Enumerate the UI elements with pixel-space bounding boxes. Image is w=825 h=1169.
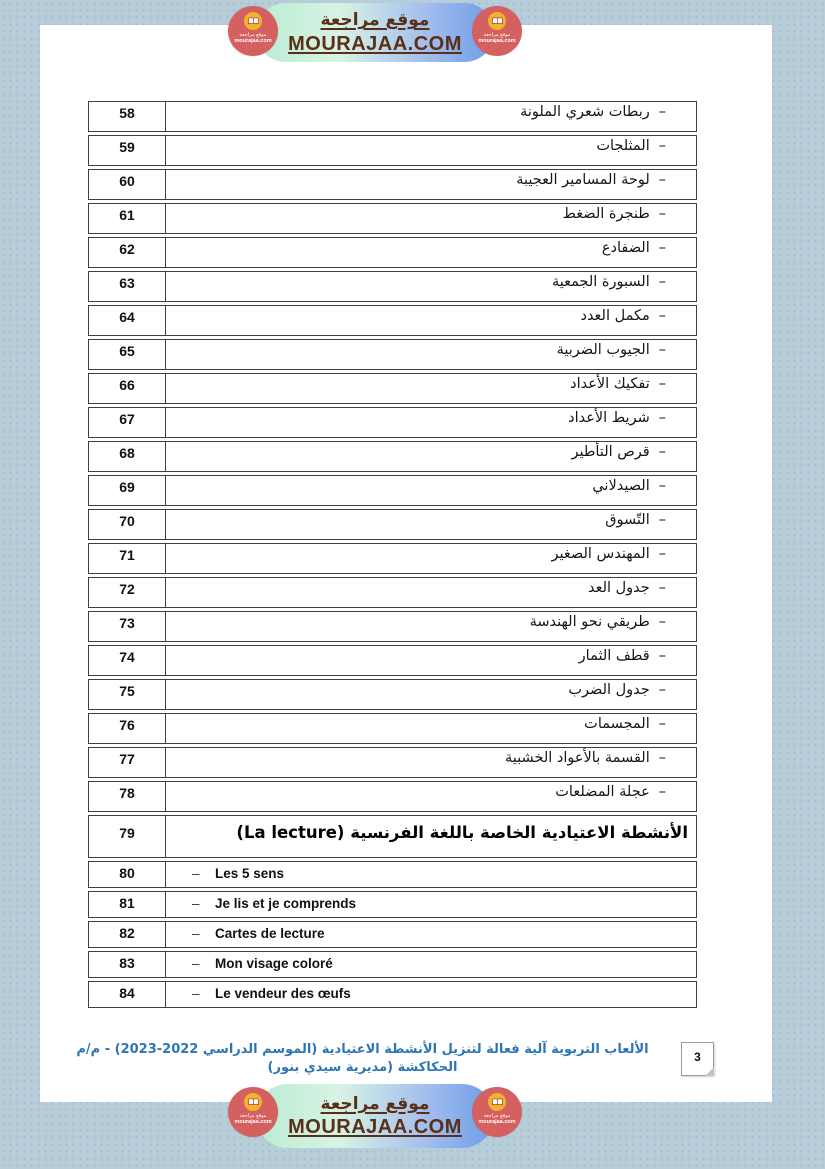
row-label: –لوحة المسامير العجيبة: [516, 172, 666, 188]
table-row: [88, 237, 697, 268]
banner-title-arabic[interactable]: موقع مراجعة: [320, 1093, 430, 1114]
dash-bullet: –: [658, 716, 666, 732]
logo-site-domain: mourajaa.com: [478, 1119, 516, 1125]
logo-site-name: موقع مراجعة: [483, 1113, 511, 1119]
activities-table: [88, 101, 697, 1011]
dash-bullet: –: [658, 308, 666, 324]
row-label: –طريقي نحو الهندسة: [529, 614, 666, 630]
banner-title-arabic[interactable]: موقع مراجعة: [320, 10, 430, 31]
row-number: 68: [89, 442, 166, 471]
row-number: 69: [89, 476, 166, 505]
row-label: –عجلة المضلعات: [555, 784, 666, 800]
dash-bullet: –: [192, 926, 200, 941]
table-row: [88, 577, 697, 608]
row-number: 71: [89, 544, 166, 573]
logo-site-name: موقع مراجعة: [483, 32, 511, 38]
row-number: 60: [89, 170, 166, 199]
site-banner-bottom: [228, 1084, 522, 1148]
row-label: –المهندس الصغير: [551, 546, 666, 562]
dash-bullet: –: [192, 956, 200, 971]
table-row: [88, 679, 697, 710]
banner-site-link[interactable]: MOURAJAA.COM: [288, 32, 462, 55]
row-number: 77: [89, 748, 166, 777]
row-label: –التّسوق: [605, 512, 666, 528]
row-label: الأنشطة الاعتيادية الخاصة باللغة الفرنسية (La lecture): [236, 823, 688, 842]
row-label: –جدول الضرب: [568, 682, 666, 698]
banner-pill: [256, 1084, 494, 1148]
dash-bullet: –: [192, 986, 200, 1001]
site-banner-top: [228, 3, 522, 62]
row-number: 79: [89, 816, 166, 857]
open-book-icon: [488, 1093, 506, 1111]
row-label: –المجسمات: [584, 716, 666, 732]
table-row: [88, 781, 697, 812]
dash-bullet: –: [658, 478, 666, 494]
banner-pill: [256, 3, 494, 62]
dash-bullet: –: [192, 866, 200, 881]
dash-bullet: –: [192, 896, 200, 911]
open-book-icon: [244, 12, 262, 30]
dash-bullet: –: [658, 648, 666, 664]
table-row: [88, 509, 697, 540]
logo-site-name: موقع مراجعة: [239, 1113, 267, 1119]
row-label: –ربطات شعري الملونة: [520, 104, 666, 120]
row-number: 80: [89, 862, 166, 887]
table-row: [88, 713, 697, 744]
row-number: 59: [89, 136, 166, 165]
dash-bullet: –: [658, 614, 666, 630]
dash-bullet: –: [658, 104, 666, 120]
table-row: [88, 543, 697, 574]
row-number: 70: [89, 510, 166, 539]
row-label: –شريط الأعداد: [568, 410, 666, 426]
mourajaa-logo: [472, 1087, 522, 1137]
row-number: 62: [89, 238, 166, 267]
table-row: [88, 169, 697, 200]
row-label: –الضفادع: [601, 240, 666, 256]
dash-bullet: –: [658, 240, 666, 256]
row-label: –مكمل العدد: [580, 308, 666, 324]
table-row: [88, 645, 697, 676]
table-row: [88, 611, 697, 642]
row-number: 82: [89, 922, 166, 947]
table-row: [88, 981, 697, 1008]
table-row: [88, 951, 697, 978]
row-label: –القسمة بالأعواد الخشبية: [505, 750, 666, 766]
row-label: –جدول العد: [587, 580, 666, 596]
dash-bullet: –: [658, 444, 666, 460]
row-number: 81: [89, 892, 166, 917]
table-row: [88, 203, 697, 234]
row-number: 76: [89, 714, 166, 743]
table-row: [88, 271, 697, 302]
open-book-icon: [244, 1093, 262, 1111]
table-row: [88, 861, 697, 888]
row-number: 78: [89, 782, 166, 811]
table-row: [88, 475, 697, 506]
table-row: [88, 373, 697, 404]
logo-site-domain: mourajaa.com: [478, 38, 516, 44]
row-label: –طنجرة الضغط: [562, 206, 666, 222]
footer-note: الألعاب التربوية آلية فعالة لتنزيل الأنشطة الاعتيادية (الموسم الدراسي 2022-2023) - م/م الحكاكشة (مديرية سيدي بنور): [76, 1042, 649, 1076]
row-label: –السبورة الجمعية: [551, 274, 666, 290]
logo-site-domain: mourajaa.com: [234, 1119, 272, 1125]
folded-corner-icon: [705, 1067, 714, 1076]
row-number: 61: [89, 204, 166, 233]
dash-bullet: –: [658, 274, 666, 290]
mourajaa-logo: [228, 6, 278, 56]
row-label: – Mon visage coloré: [192, 956, 333, 971]
row-number: 58: [89, 102, 166, 131]
dash-bullet: –: [658, 206, 666, 222]
table-row: [88, 747, 697, 778]
row-label: –تفكيك الأعداد: [570, 376, 666, 392]
row-label: –الجيوب الضربية: [556, 342, 666, 358]
banner-site-link[interactable]: MOURAJAA.COM: [288, 1116, 462, 1139]
table-row: [88, 339, 697, 370]
table-row: [88, 815, 697, 858]
page-number: 3: [694, 1050, 701, 1064]
dash-bullet: –: [658, 682, 666, 698]
row-label: – Les 5 sens: [192, 866, 285, 881]
table-row: [88, 921, 697, 948]
row-number: 64: [89, 306, 166, 335]
table-row: [88, 135, 697, 166]
open-book-icon: [488, 12, 506, 30]
dash-bullet: –: [658, 784, 666, 800]
dash-bullet: –: [658, 342, 666, 358]
row-label: – Le vendeur des œufs: [192, 986, 351, 1001]
mourajaa-logo: [228, 1087, 278, 1137]
row-number: 73: [89, 612, 166, 641]
logo-site-domain: mourajaa.com: [234, 38, 272, 44]
table-row: [88, 891, 697, 918]
mourajaa-logo: [472, 6, 522, 56]
dash-bullet: –: [658, 580, 666, 596]
row-number: 72: [89, 578, 166, 607]
row-number: 84: [89, 982, 166, 1007]
dash-bullet: –: [658, 138, 666, 154]
row-number: 75: [89, 680, 166, 709]
row-number: 66: [89, 374, 166, 403]
row-label: –قطف الثمار: [578, 648, 666, 664]
dash-bullet: –: [658, 410, 666, 426]
dash-bullet: –: [658, 750, 666, 766]
dash-bullet: –: [658, 546, 666, 562]
row-number: 65: [89, 340, 166, 369]
row-number: 67: [89, 408, 166, 437]
row-number: 63: [89, 272, 166, 301]
table-row: [88, 305, 697, 336]
row-label: – Je lis et je comprends: [192, 896, 357, 911]
row-label: – Cartes de lecture: [192, 926, 325, 941]
table-row: [88, 441, 697, 472]
row-label: –الصيدلاني: [592, 478, 666, 494]
table-row: [88, 101, 697, 132]
page-number-badge: [681, 1042, 714, 1076]
dash-bullet: –: [658, 172, 666, 188]
row-label: –المثلجات: [596, 138, 666, 154]
dash-bullet: –: [658, 376, 666, 392]
dash-bullet: –: [658, 512, 666, 528]
row-label: –قرص التأطير: [571, 444, 666, 460]
table-row: [88, 407, 697, 438]
row-number: 74: [89, 646, 166, 675]
row-number: 83: [89, 952, 166, 977]
logo-site-name: موقع مراجعة: [239, 32, 267, 38]
